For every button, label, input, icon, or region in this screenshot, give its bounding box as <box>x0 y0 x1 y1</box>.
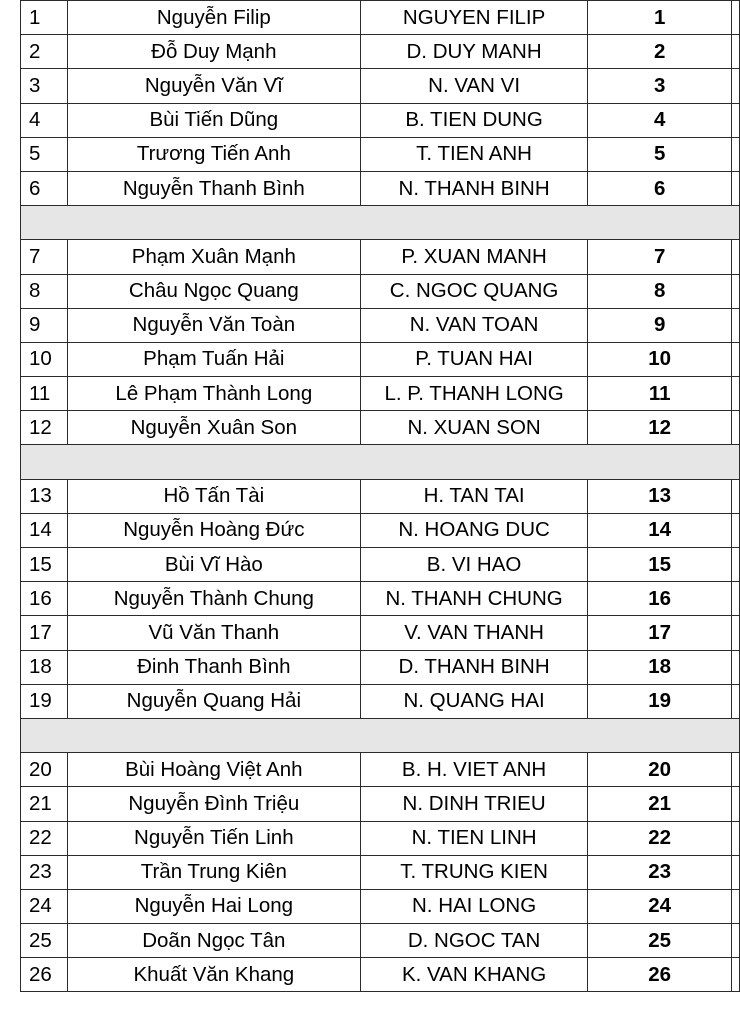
player-shirt-number: 22 <box>588 821 732 855</box>
table-edge-cell <box>732 616 740 650</box>
player-full-name: Vũ Văn Thanh <box>67 616 360 650</box>
player-full-name: Nguyễn Đình Triệu <box>67 787 360 821</box>
player-number: 8 <box>21 274 68 308</box>
player-full-name: Bùi Tiến Dũng <box>67 103 360 137</box>
player-short-name: N. THANH BINH <box>360 171 587 205</box>
player-roster-table <box>20 0 740 992</box>
player-short-name: P. XUAN MANH <box>360 240 587 274</box>
table-row <box>21 753 740 787</box>
player-full-name: Trần Trung Kiên <box>67 855 360 889</box>
player-number: 5 <box>21 137 68 171</box>
player-short-name: N. TIEN LINH <box>360 821 587 855</box>
player-full-name: Khuất Văn Khang <box>67 958 360 992</box>
player-number: 1 <box>21 1 68 35</box>
player-full-name: Nguyễn Hoàng Đức <box>67 513 360 547</box>
player-full-name: Phạm Tuấn Hải <box>67 342 360 376</box>
player-number: 13 <box>21 479 68 513</box>
player-full-name: Bùi Vĩ Hào <box>67 548 360 582</box>
player-full-name: Đỗ Duy Mạnh <box>67 35 360 69</box>
table-row <box>21 548 740 582</box>
player-short-name: T. TIEN ANH <box>360 137 587 171</box>
player-short-name: B. TIEN DUNG <box>360 103 587 137</box>
player-number: 17 <box>21 616 68 650</box>
table-row <box>21 411 740 445</box>
player-shirt-number: 15 <box>588 548 732 582</box>
table-row <box>21 889 740 923</box>
table-edge-cell <box>732 582 740 616</box>
player-shirt-number: 1 <box>588 1 732 35</box>
player-shirt-number: 20 <box>588 753 732 787</box>
player-short-name: B. VI HAO <box>360 548 587 582</box>
player-number: 3 <box>21 69 68 103</box>
player-short-name: B. H. VIET ANH <box>360 753 587 787</box>
table-edge-cell <box>732 513 740 547</box>
table-row <box>21 377 740 411</box>
table-edge-cell <box>732 69 740 103</box>
player-full-name: Nguyễn Văn Vĩ <box>67 69 360 103</box>
table-row <box>21 684 740 718</box>
table-row <box>21 171 740 205</box>
player-number: 7 <box>21 240 68 274</box>
table-edge-cell <box>732 787 740 821</box>
table-row <box>21 103 740 137</box>
player-shirt-number: 25 <box>588 924 732 958</box>
table-row <box>21 650 740 684</box>
player-short-name: N. THANH CHUNG <box>360 582 587 616</box>
player-shirt-number: 2 <box>588 35 732 69</box>
table-edge-cell <box>732 684 740 718</box>
player-number: 6 <box>21 171 68 205</box>
player-shirt-number: 6 <box>588 171 732 205</box>
player-short-name: N. HOANG DUC <box>360 513 587 547</box>
player-full-name: Nguyễn Tiến Linh <box>67 821 360 855</box>
table-row <box>21 958 740 992</box>
table-row <box>21 308 740 342</box>
player-full-name: Hồ Tấn Tài <box>67 479 360 513</box>
table-edge-cell <box>732 411 740 445</box>
player-shirt-number: 24 <box>588 889 732 923</box>
table-edge-cell <box>732 548 740 582</box>
player-number: 10 <box>21 342 68 376</box>
table-edge-cell <box>732 650 740 684</box>
player-shirt-number: 4 <box>588 103 732 137</box>
player-short-name: V. VAN THANH <box>360 616 587 650</box>
table-row <box>21 479 740 513</box>
player-short-name: D. DUY MANH <box>360 35 587 69</box>
table-edge-cell <box>732 924 740 958</box>
player-shirt-number: 9 <box>588 308 732 342</box>
player-shirt-number: 12 <box>588 411 732 445</box>
table-edge-cell <box>732 240 740 274</box>
table-row <box>21 513 740 547</box>
player-full-name: Doãn Ngọc Tân <box>67 924 360 958</box>
player-short-name: N. DINH TRIEU <box>360 787 587 821</box>
player-shirt-number: 8 <box>588 274 732 308</box>
player-shirt-number: 17 <box>588 616 732 650</box>
table-edge-cell <box>732 377 740 411</box>
player-number: 4 <box>21 103 68 137</box>
player-number: 16 <box>21 582 68 616</box>
player-short-name: D. NGOC TAN <box>360 924 587 958</box>
player-number: 15 <box>21 548 68 582</box>
player-shirt-number: 16 <box>588 582 732 616</box>
player-short-name: H. TAN TAI <box>360 479 587 513</box>
separator-cell <box>21 445 740 479</box>
table-edge-cell <box>732 479 740 513</box>
group-separator-row <box>21 206 740 240</box>
player-short-name: D. THANH BINH <box>360 650 587 684</box>
table-edge-cell <box>732 171 740 205</box>
table-edge-cell <box>732 137 740 171</box>
player-short-name: P. TUAN HAI <box>360 342 587 376</box>
table-row <box>21 240 740 274</box>
player-shirt-number: 14 <box>588 513 732 547</box>
player-full-name: Nguyễn Thành Chung <box>67 582 360 616</box>
player-shirt-number: 3 <box>588 69 732 103</box>
table-row <box>21 274 740 308</box>
player-number: 19 <box>21 684 68 718</box>
table-edge-cell <box>732 103 740 137</box>
player-number: 11 <box>21 377 68 411</box>
player-shirt-number: 5 <box>588 137 732 171</box>
table-row <box>21 137 740 171</box>
player-short-name: N. QUANG HAI <box>360 684 587 718</box>
table-row <box>21 821 740 855</box>
table-row <box>21 342 740 376</box>
player-short-name: N. XUAN SON <box>360 411 587 445</box>
roster-body <box>21 1 740 992</box>
player-full-name: Nguyễn Thanh Bình <box>67 171 360 205</box>
table-edge-cell <box>732 753 740 787</box>
player-full-name: Bùi Hoàng Việt Anh <box>67 753 360 787</box>
player-number: 21 <box>21 787 68 821</box>
player-number: 18 <box>21 650 68 684</box>
table-row <box>21 924 740 958</box>
player-number: 24 <box>21 889 68 923</box>
player-short-name: C. NGOC QUANG <box>360 274 587 308</box>
player-number: 26 <box>21 958 68 992</box>
table-edge-cell <box>732 1 740 35</box>
player-full-name: Nguyễn Xuân Son <box>67 411 360 445</box>
player-short-name: N. VAN VI <box>360 69 587 103</box>
player-number: 2 <box>21 35 68 69</box>
table-edge-cell <box>732 855 740 889</box>
table-row <box>21 69 740 103</box>
player-full-name: Châu Ngọc Quang <box>67 274 360 308</box>
group-separator-row <box>21 718 740 752</box>
player-shirt-number: 23 <box>588 855 732 889</box>
player-full-name: Đinh Thanh Bình <box>67 650 360 684</box>
player-number: 22 <box>21 821 68 855</box>
player-short-name: N. HAI LONG <box>360 889 587 923</box>
player-number: 12 <box>21 411 68 445</box>
player-shirt-number: 19 <box>588 684 732 718</box>
table-row <box>21 787 740 821</box>
player-shirt-number: 26 <box>588 958 732 992</box>
table-row <box>21 35 740 69</box>
player-number: 20 <box>21 753 68 787</box>
table-edge-cell <box>732 821 740 855</box>
player-short-name: K. VAN KHANG <box>360 958 587 992</box>
group-separator-row <box>21 445 740 479</box>
table-edge-cell <box>732 35 740 69</box>
separator-cell <box>21 718 740 752</box>
table-row <box>21 582 740 616</box>
player-full-name: Nguyễn Filip <box>67 1 360 35</box>
table-edge-cell <box>732 342 740 376</box>
player-short-name: NGUYEN FILIP <box>360 1 587 35</box>
player-short-name: N. VAN TOAN <box>360 308 587 342</box>
player-number: 14 <box>21 513 68 547</box>
player-full-name: Phạm Xuân Mạnh <box>67 240 360 274</box>
table-row <box>21 1 740 35</box>
player-number: 9 <box>21 308 68 342</box>
player-full-name: Nguyễn Văn Toàn <box>67 308 360 342</box>
table-edge-cell <box>732 308 740 342</box>
player-full-name: Nguyễn Hai Long <box>67 889 360 923</box>
player-shirt-number: 13 <box>588 479 732 513</box>
player-shirt-number: 11 <box>588 377 732 411</box>
player-number: 23 <box>21 855 68 889</box>
table-edge-cell <box>732 274 740 308</box>
player-shirt-number: 21 <box>588 787 732 821</box>
player-number: 25 <box>21 924 68 958</box>
table-row <box>21 616 740 650</box>
player-shirt-number: 10 <box>588 342 732 376</box>
player-full-name: Nguyễn Quang Hải <box>67 684 360 718</box>
separator-cell <box>21 206 740 240</box>
player-full-name: Lê Phạm Thành Long <box>67 377 360 411</box>
player-short-name: T. TRUNG KIEN <box>360 855 587 889</box>
player-shirt-number: 7 <box>588 240 732 274</box>
player-short-name: L. P. THANH LONG <box>360 377 587 411</box>
player-full-name: Trương Tiến Anh <box>67 137 360 171</box>
player-shirt-number: 18 <box>588 650 732 684</box>
table-edge-cell <box>732 958 740 992</box>
table-edge-cell <box>732 889 740 923</box>
table-row <box>21 855 740 889</box>
